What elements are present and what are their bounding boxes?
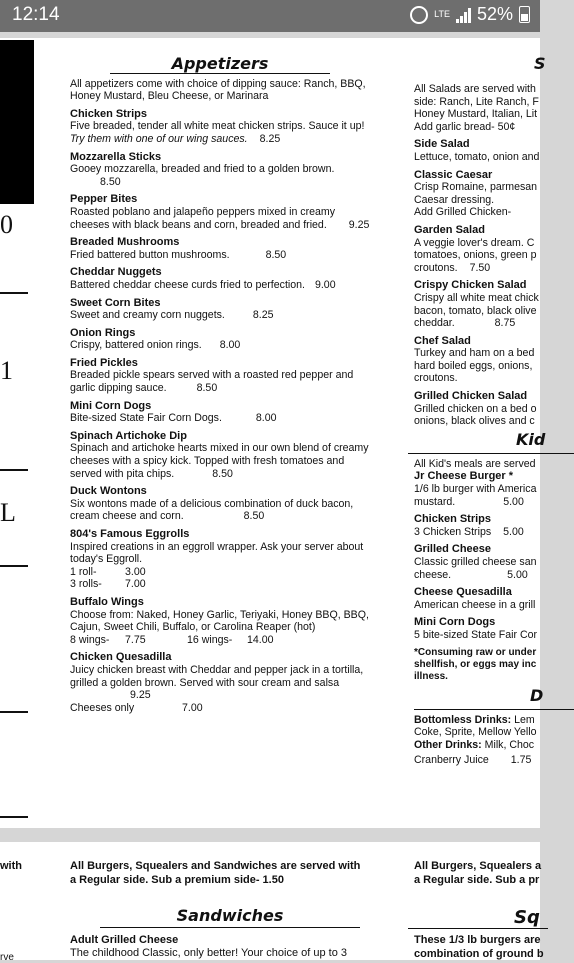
bottomless-value: Lem [511, 713, 535, 726]
option-label: 16 wings- [187, 633, 233, 646]
battery-percent: 52% [476, 4, 513, 24]
warning-line: illness. [414, 670, 448, 682]
left-rule [0, 469, 28, 471]
item-name: Mini Corn Dogs [70, 399, 152, 412]
menu-item-wings [70, 596, 370, 646]
item-name: Classic Caesar [414, 168, 493, 181]
item-price: 8.50 [196, 382, 218, 395]
item-name: Breaded Mushrooms [70, 236, 180, 249]
left-rule [0, 711, 28, 713]
option-price: 7.00 [125, 578, 146, 591]
menu-item [414, 616, 574, 641]
kids-note: All Kid's meals are served [414, 457, 536, 470]
item-desc: Crispy, battered onion rings. [70, 339, 202, 352]
menu-item [414, 279, 574, 329]
item-desc: croutons. [414, 261, 458, 274]
appetizers-column [70, 54, 370, 719]
salads-note-3: Honey Mustard, Italian, Lit [414, 108, 538, 121]
option-label: Cheeses only [70, 701, 135, 714]
menu-item [70, 934, 390, 960]
item-name: Grilled Chicken Salad [414, 390, 528, 403]
item-desc: Gooey mozzarella, breaded and fried to a golden brown. [70, 163, 335, 176]
item-desc: American cheese in a grill [414, 598, 536, 611]
bottomless-label: Bottomless Drinks: [414, 713, 512, 726]
menu-item [414, 335, 574, 385]
item-price: 7.50 [469, 261, 491, 274]
squealers-desc-line: combination of ground b [414, 947, 544, 960]
item-desc: Classic grilled cheese san [414, 556, 537, 568]
salads-note-1: All Salads are served with [414, 83, 536, 95]
item-price: 9.00 [314, 278, 336, 291]
signal-icon [456, 7, 471, 23]
left-fragment-1: 0 [0, 210, 13, 239]
item-desc: Crispy all white meat chick [414, 291, 539, 304]
burgers-note [70, 860, 390, 887]
item-price: 5.00 [503, 525, 524, 538]
drinks-title: D [530, 685, 544, 705]
burgers-note-line: a Regular side. Sub a premium side- 1.50 [70, 873, 284, 886]
item-name: Onion Rings [70, 326, 136, 339]
item-price: 9.25 [348, 218, 370, 231]
squealers-desc-line: These 1/3 lb burgers are [414, 934, 541, 946]
item-name: Buffalo Wings [70, 595, 144, 608]
menu-item [414, 543, 574, 581]
item-desc: 1/6 lb burger with America [414, 483, 537, 496]
menu-item [70, 193, 370, 231]
item-name: Garden Salad [414, 223, 485, 236]
menu-item [414, 390, 574, 428]
item-desc: tomatoes, onions, green p [414, 249, 537, 262]
sandwiches-title: Sandwiches [100, 906, 360, 928]
item-desc-italic: Try them with one of our wing sauces. [70, 132, 248, 145]
item-price: 8.75 [494, 317, 516, 330]
appetizers-note: All appetizers come with choice of dipping sauce: Ranch, BBQ, Honey Mustard, Bleu Cheese, or Marinara [70, 77, 366, 103]
item-desc: Add Grilled Chicken- [414, 206, 512, 219]
status-bar [0, 0, 540, 32]
item-desc: Fried battered button mushrooms. [70, 248, 230, 261]
item-name: Chicken Strips [414, 513, 492, 526]
menu-item [70, 236, 370, 261]
kids-header [408, 429, 574, 454]
left-rule [0, 816, 28, 818]
item-name: Fried Pickles [70, 356, 138, 369]
cranberry-price: 1.75 [510, 754, 532, 767]
item-name: Side Salad [414, 138, 470, 151]
item-desc: Choose from: Naked, Honey Garlic, Teriyaki, Honey BBQ, BBQ, Cajun, Sweet Chili, Buffalo, or Carolina Reaper (hot) [70, 608, 369, 634]
item-name: Cheese Quesadilla [414, 586, 512, 599]
item-desc: cheddar. [414, 317, 455, 330]
item-name: 804's Famous Eggrolls [70, 528, 190, 540]
option-price: 3.00 [125, 565, 146, 578]
squealers-header [408, 906, 548, 929]
menu-item [414, 513, 574, 538]
item-desc: Lettuce, tomato, onion and [414, 150, 540, 163]
menu-item [70, 327, 370, 352]
option-label: 1 roll- [70, 565, 97, 578]
item-name: Chicken Strips [70, 107, 148, 120]
item-desc: Spinach and artichoke hearts mixed in our own blend of creamy cheeses with a spicy kick. Topped with fresh tomatoes and served with pita chips. [70, 442, 369, 480]
other-drinks-label: Other Drinks: [414, 738, 482, 751]
item-name: Mozzarella Sticks [70, 150, 162, 163]
item-desc: 5 bite-sized State Fair Cor [414, 628, 538, 641]
item-desc: Inspired creations in an eggroll wrapper. Ask your server about today's Eggroll. [70, 540, 364, 566]
left-rule [0, 565, 28, 567]
item-desc: bacon, tomato, black olive [414, 304, 537, 317]
item-desc: Grilled chicken on a bed o [414, 402, 537, 415]
warning-line: *Consuming raw or under [414, 646, 537, 658]
squealers-desc [414, 934, 574, 961]
item-price: 5.00 [503, 495, 524, 508]
menu-item [70, 430, 370, 480]
item-name: Mini Corn Dogs [414, 616, 496, 629]
item-price: 5.00 [507, 568, 528, 581]
salads-column [414, 54, 574, 767]
item-name: Duck Wontons [70, 485, 147, 498]
left-rule [0, 292, 28, 294]
item-name: Chicken Quesadilla [70, 651, 172, 664]
item-desc: Bite-sized State Fair Corn Dogs. [70, 412, 222, 425]
item-name: Adult Grilled Cheese [70, 934, 179, 946]
menu-item [414, 169, 574, 219]
item-name: Chef Salad [414, 334, 471, 347]
item-name: Crispy Chicken Salad [414, 279, 527, 292]
item-price: 8.50 [212, 467, 233, 480]
item-price: 8.25 [259, 132, 281, 145]
option-label: 3 rolls- [70, 578, 102, 591]
menu-page-bottom [0, 842, 544, 963]
menu-page-top [0, 38, 546, 828]
status-icons [410, 4, 530, 25]
item-name: Grilled Cheese [414, 543, 492, 556]
left-fragment-with: with [0, 860, 22, 872]
warning-line: shellfish, or eggs may inc [414, 658, 537, 670]
menu-item [414, 470, 574, 508]
battery-icon [519, 6, 530, 23]
item-name: Pepper Bites [70, 193, 138, 206]
item-desc: A veggie lover's dream. C [414, 236, 535, 249]
item-desc: hard boiled eggs, onions, [414, 359, 533, 372]
burgers-note-line: All Burgers, Squealers and Sandwiches are served with [70, 860, 361, 872]
burgers-note-line: a Regular side. Sub a pr [414, 873, 540, 886]
addon-label: Add garlic bread- [414, 120, 495, 133]
item-price: 8.25 [252, 309, 274, 322]
menu-item [70, 108, 370, 146]
item-desc: Five breaded, tender all white meat chicken strips. Sauce it up! [70, 120, 365, 133]
left-fragment-2: 1 [0, 356, 13, 385]
item-desc: 3 Chicken Strips [414, 525, 492, 538]
left-black-bar [0, 40, 34, 204]
item-desc: cheese. [414, 568, 452, 581]
item-price: 9.25 [130, 689, 151, 702]
left-fragment-rve: rve [0, 952, 14, 963]
status-time: 12:14 [12, 4, 60, 25]
menu-item [70, 400, 370, 425]
menu-item-quesadilla [70, 651, 370, 714]
alarm-icon [410, 6, 428, 24]
bottomless-line-2: Coke, Sprite, Mellow Yello [414, 726, 537, 739]
item-price: 8.00 [219, 339, 241, 352]
cranberry-label: Cranberry Juice [414, 754, 489, 767]
item-desc: Roasted poblano and jalapeño peppers mixed in creamy cheeses with black beans and corn, breaded and fried. [70, 205, 336, 231]
menu-item [414, 586, 574, 611]
menu-item [70, 485, 370, 523]
item-price: 8.50 [100, 175, 121, 188]
item-desc: mustard. [414, 495, 456, 508]
menu-item [414, 138, 574, 163]
other-drinks-value: Milk, Choc [481, 738, 535, 751]
item-desc: Crisp Romaine, parmesan [414, 181, 538, 194]
item-price: 8.00 [255, 412, 277, 425]
item-price: 8.50 [265, 248, 287, 261]
item-desc: Six wontons made of a delicious combination of duck bacon, cream cheese and corn. [70, 497, 354, 523]
option-label: 8 wings- [70, 633, 110, 646]
menu-item-eggrolls [70, 528, 370, 591]
item-name: Cheddar Nuggets [70, 266, 162, 279]
option-price: 7.00 [182, 701, 203, 714]
item-name: Spinach Artichoke Dip [70, 429, 187, 442]
network-type: LTE [434, 9, 450, 19]
left-fragment-3: L [0, 498, 16, 527]
burgers-note-line: All Burgers, Squealers a [414, 860, 542, 872]
option-price: 7.75 [125, 633, 146, 646]
menu-item [70, 297, 370, 322]
option-price: 14.00 [247, 633, 274, 646]
burgers-note-right [414, 860, 574, 887]
item-desc: Turkey and ham on a bed [414, 347, 535, 360]
item-name: Sweet Corn Bites [70, 296, 161, 309]
consumption-warning [414, 647, 574, 683]
item-desc: croutons. [414, 372, 458, 385]
appetizers-title: Appetizers [110, 58, 330, 74]
item-price: 8.50 [243, 510, 265, 523]
item-desc: Battered cheddar cheese curds fried to perfection. [70, 278, 305, 291]
addon-price: 50¢ [497, 120, 516, 133]
item-desc: Sweet and creamy corn nuggets. [70, 309, 225, 322]
item-desc: The childhood Classic, only better! Your choice of up to 3 [70, 947, 348, 959]
menu-item [414, 224, 574, 274]
squealers-title: Sq [514, 907, 540, 928]
item-desc: onions, black olives and c [414, 415, 535, 428]
menu-item [70, 357, 370, 395]
item-name: Jr Cheese Burger * [414, 470, 514, 483]
kids-title: Kid [516, 429, 546, 449]
item-desc: Breaded pickle spears served with a roasted red pepper and garlic dipping sauce. [70, 369, 354, 395]
drinks-header [414, 685, 574, 710]
salads-title: S [534, 54, 546, 73]
item-desc: Caesar dressing. [414, 193, 495, 206]
menu-item [70, 151, 370, 189]
salads-note-2: side: Ranch, Lite Ranch, F [414, 95, 539, 108]
menu-item [70, 266, 370, 291]
item-desc: Juicy chicken breast with Cheddar and pepper jack in a tortilla, grilled a golden brown. Served with sour cream and salsa [70, 663, 364, 689]
